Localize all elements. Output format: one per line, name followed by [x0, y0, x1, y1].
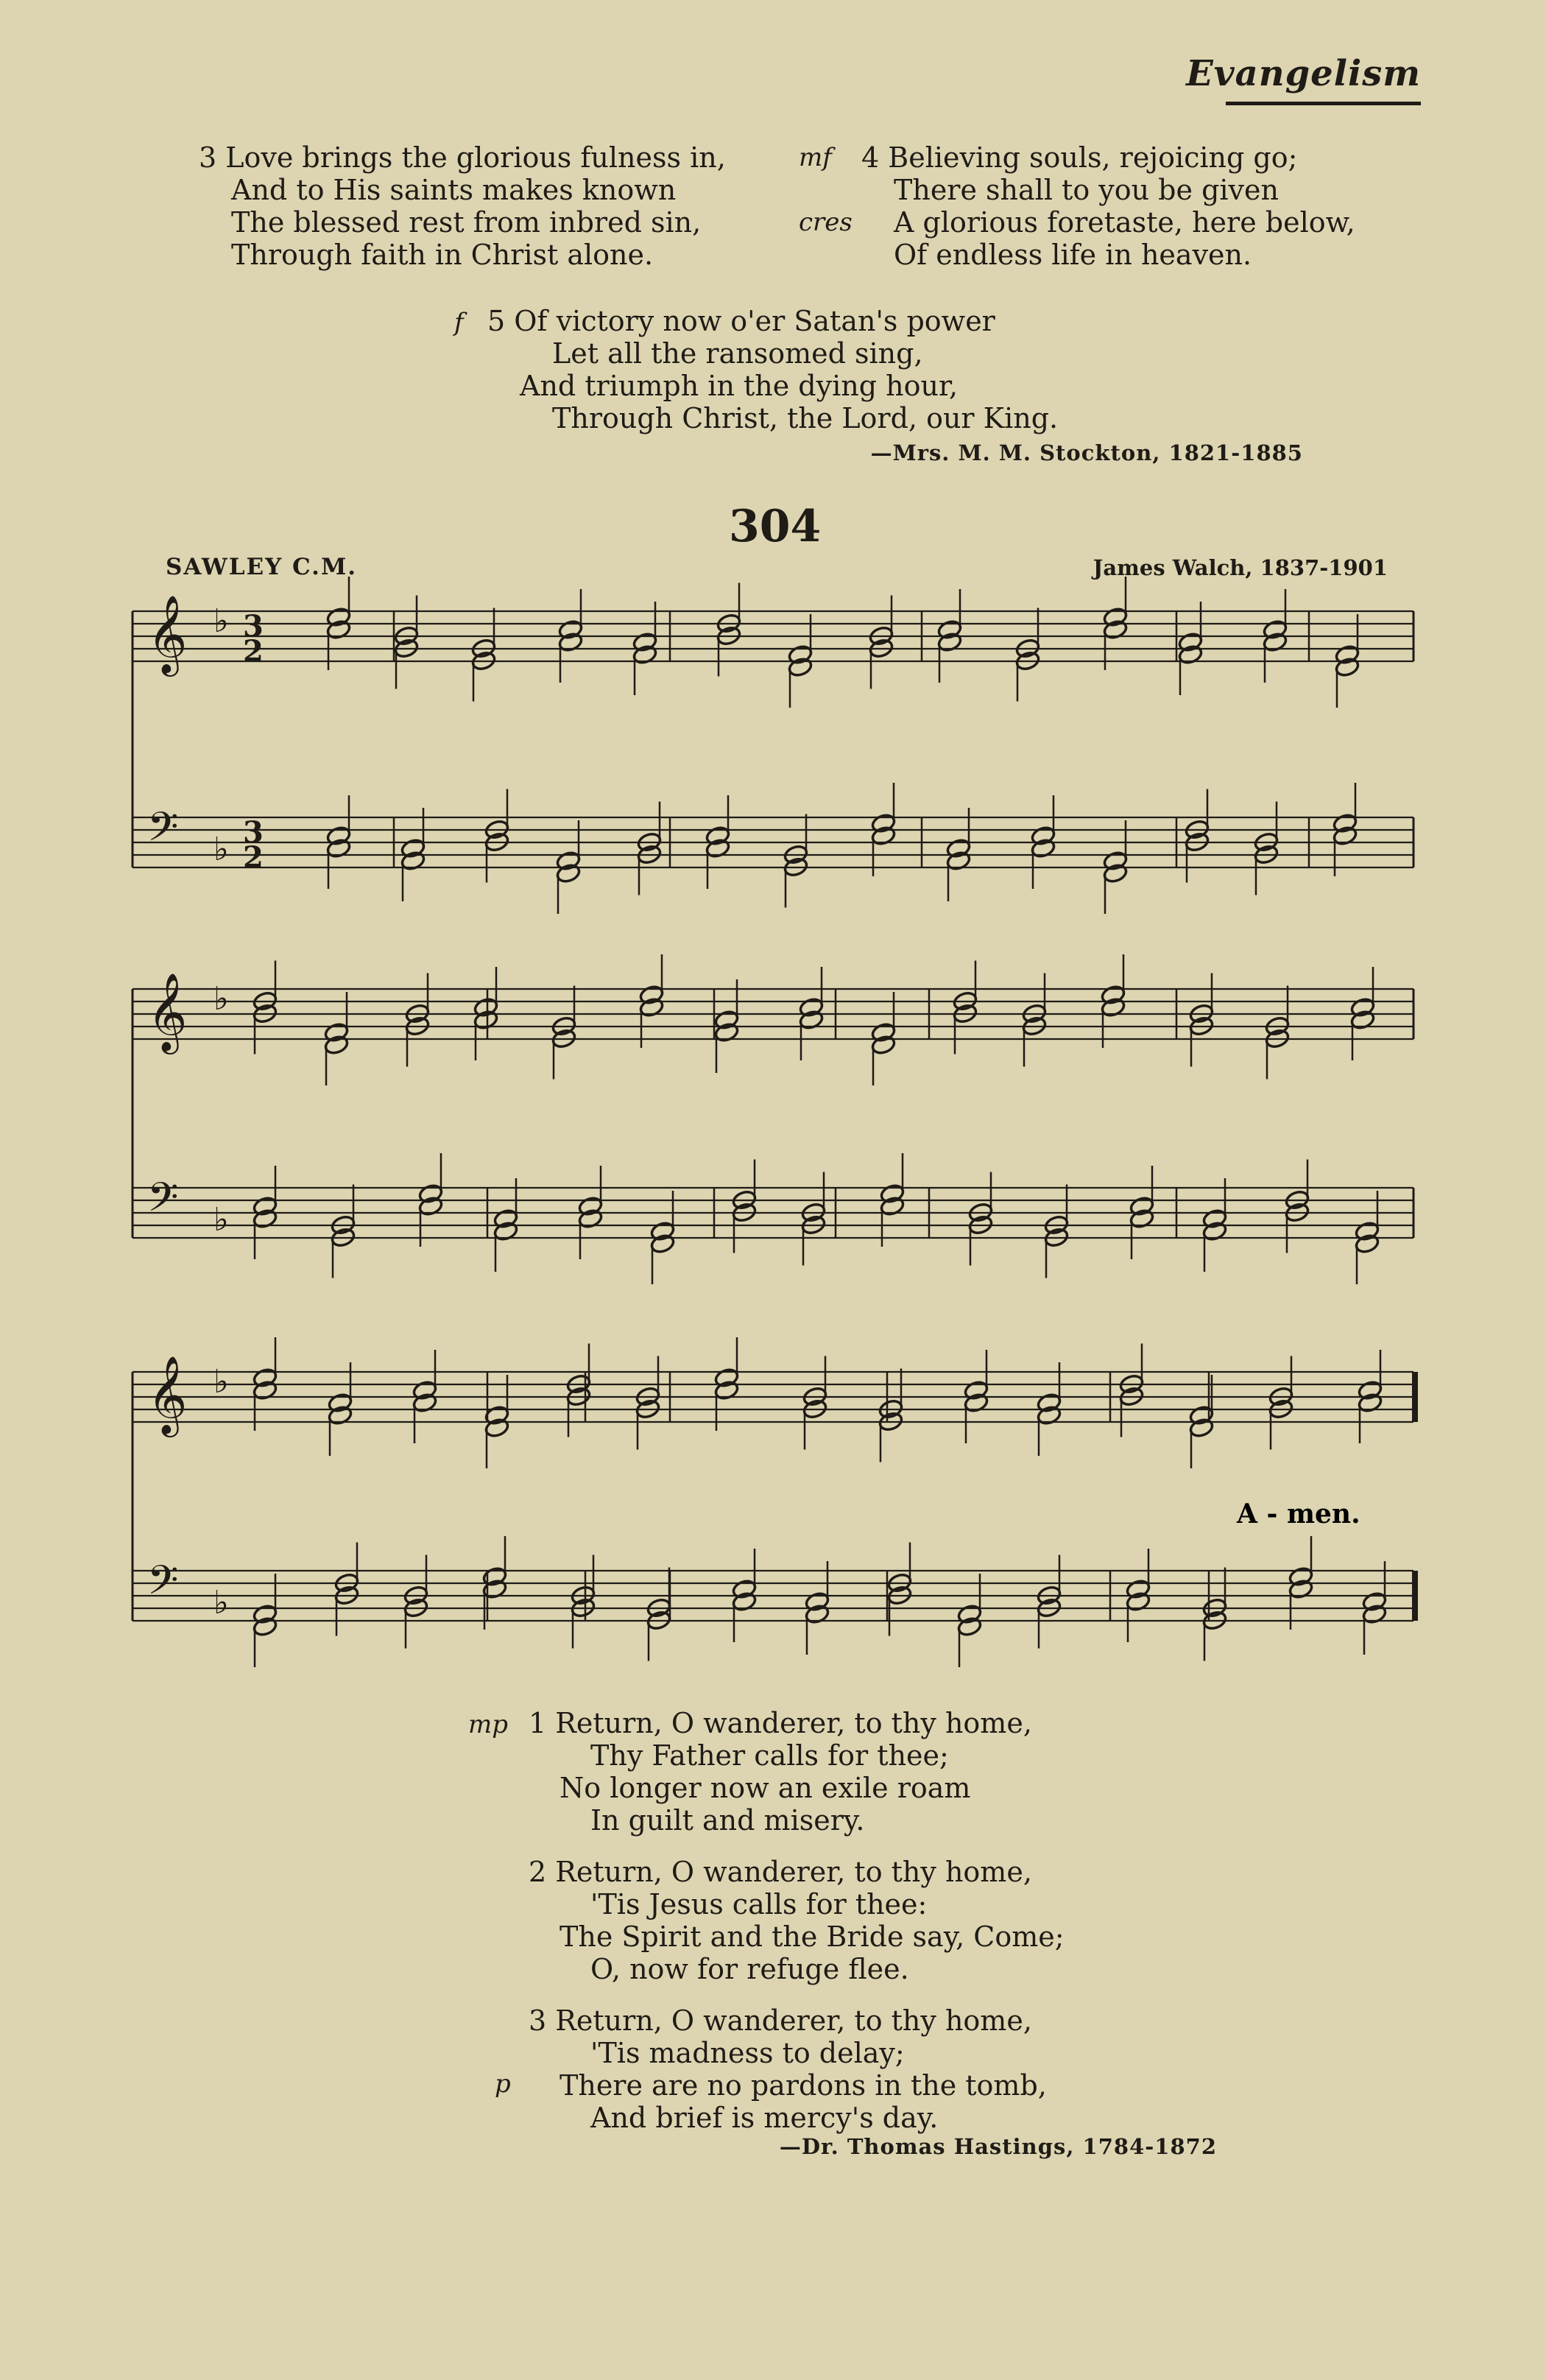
time-signature-top: 3: [243, 815, 264, 850]
prev-attribution: —Mrs. M. M. Stockton, 1821-1885: [870, 440, 1303, 465]
stanza-line: Return, O wanderer, to thy home,: [555, 2004, 1032, 2037]
stanza-line: Believing souls, rejoicing go;: [888, 141, 1298, 174]
stanza-line: A glorious foretaste, here below,: [894, 206, 1355, 239]
final-bar: [1412, 1571, 1418, 1621]
score-systems: [133, 577, 1418, 1667]
composer: James Walch, 1837-1901: [1093, 555, 1388, 580]
stanza-line: No longer now an exile roam: [560, 1772, 971, 1804]
flat-sign: ♭: [213, 980, 229, 1018]
stanza-line: Return, O wanderer, to thy home,: [555, 1707, 1032, 1739]
dynamic-mp: mp: [468, 1710, 509, 1739]
stanza-line: Thy Father calls for thee;: [590, 1739, 949, 1772]
stanza-line: And to His saints makes known: [231, 174, 677, 206]
stanza-line: The Spirit and the Bride say, Come;: [560, 1920, 1065, 1953]
stanza-number: 3: [199, 141, 217, 174]
hymn-stanza-3: [529, 2004, 1047, 2134]
stanza-line: The blessed rest from inbred sin,: [231, 206, 702, 239]
final-bar: [1412, 1372, 1418, 1422]
flat-sign: ♭: [213, 1363, 229, 1401]
stanza-line: There are no pardons in the tomb,: [560, 2069, 1047, 2102]
time-signature-bottom: 2: [243, 634, 264, 669]
time-signature-top: 3: [243, 609, 264, 644]
stanza-line: In guilt and misery.: [590, 1804, 865, 1837]
stanza-number: 3: [529, 2004, 547, 2037]
stanza-line: There shall to you be given: [894, 174, 1279, 206]
flat-sign: ♭: [213, 1201, 229, 1239]
tune-name: SAWLEY C.M.: [166, 554, 358, 580]
stanza-number: 2: [529, 1856, 547, 1888]
dynamic-cres: cres: [799, 208, 853, 237]
stanza-line: Love brings the glorious fulness in,: [225, 141, 726, 174]
stanza-line: Let all the ransomed sing,: [552, 337, 923, 370]
bass-clef: 𝄢: [147, 803, 179, 860]
stanza-line: And brief is mercy's day.: [590, 2102, 939, 2134]
hymn-number: 304: [729, 501, 822, 552]
flat-sign: ♭: [213, 831, 229, 868]
dynamic-p: p: [495, 2069, 511, 2099]
stanza-line: Of endless life in heaven.: [894, 239, 1252, 271]
treble-clef: 𝄞: [147, 594, 188, 673]
dynamic-mf: mf: [799, 143, 832, 172]
section-title: Evangelism: [1186, 53, 1421, 94]
stanza-line: 'Tis madness to delay;: [590, 2037, 905, 2069]
stanza-line: Of victory now o'er Satan's power: [514, 305, 995, 337]
stanza-line: Through Christ, the Lord, our King.: [552, 402, 1059, 434]
stanza-line: And triumph in the dying hour,: [520, 370, 959, 402]
stanza-number: 1: [529, 1707, 547, 1739]
bass-clef: 𝄢: [147, 1557, 179, 1613]
hymn-stanza-1: [529, 1707, 1032, 1837]
stanza-line: 'Tis Jesus calls for thee:: [590, 1888, 928, 1920]
flat-sign: ♭: [213, 1584, 229, 1622]
dynamic-f: f: [454, 308, 464, 337]
amen-label: A - men.: [1237, 1499, 1360, 1529]
bass-clef: 𝄢: [147, 1174, 179, 1231]
flat-sign: ♭: [213, 602, 229, 640]
stanza-number: 5: [487, 305, 506, 337]
hymn-attribution: —Dr. Thomas Hastings, 1784-1872: [779, 2134, 1217, 2159]
stanza-line: O, now for refuge flee.: [590, 1953, 909, 1985]
treble-clef: 𝄞: [147, 1355, 188, 1434]
hymn-stanza-2: [529, 1856, 1065, 1985]
time-signature-bottom: 2: [243, 840, 264, 875]
stanza-line: Through faith in Christ alone.: [231, 239, 654, 271]
treble-clef: 𝄞: [147, 972, 188, 1051]
stanza-number: 4: [861, 141, 880, 174]
stanza-line: Return, O wanderer, to thy home,: [555, 1856, 1032, 1888]
